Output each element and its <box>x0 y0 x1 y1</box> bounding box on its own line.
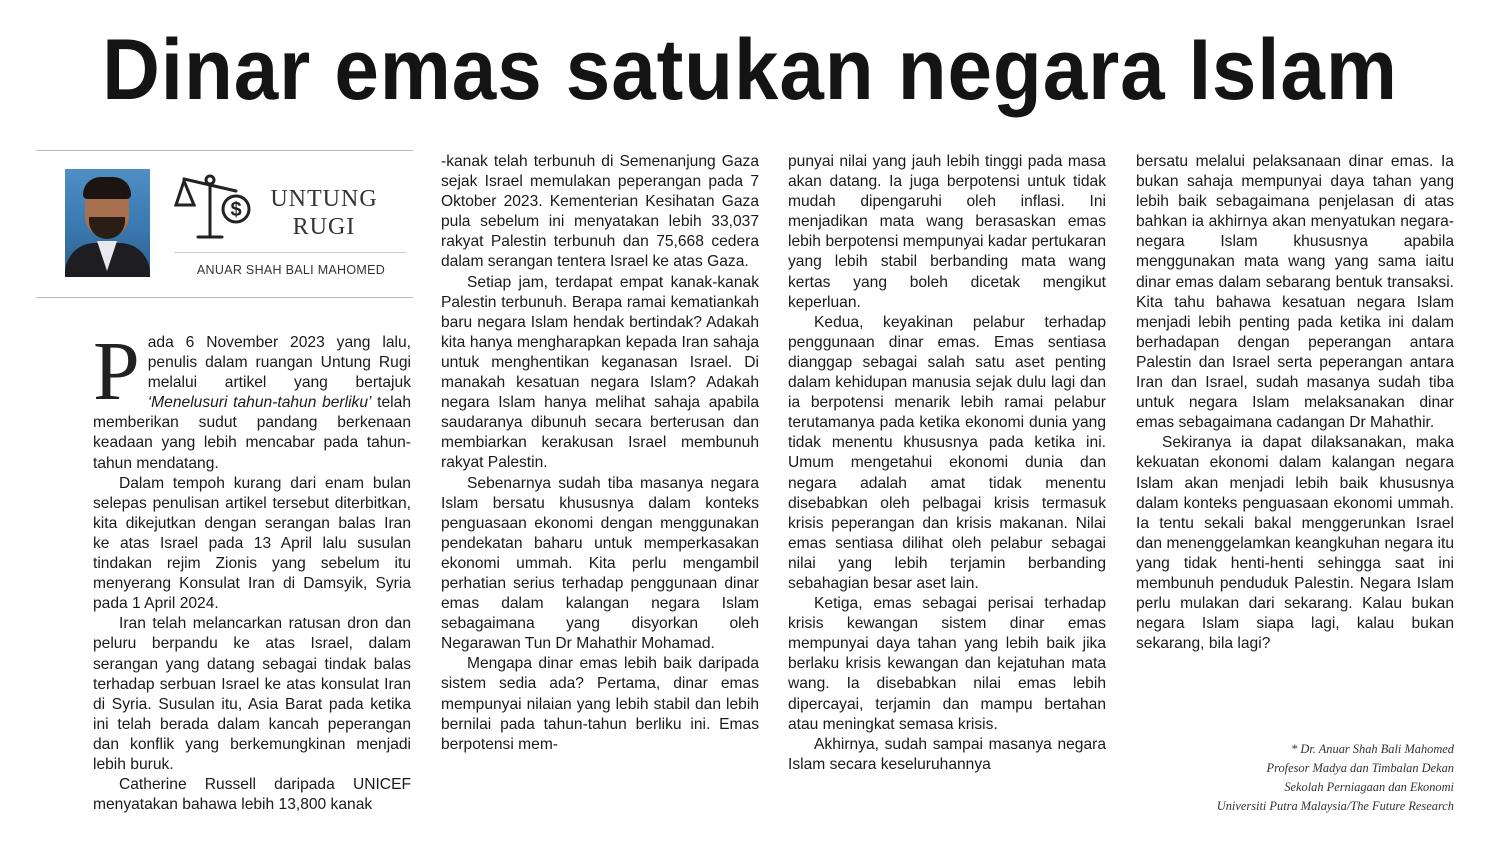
paragraph: Iran telah melancarkan ratusan dron dan peluru berpandu ke atas Israel, dalam serangan yang datang sebagai tindak balas terhadap serbuan Israel ke atas konsulat Iran di Syria. Susulan itu, Asia Barat pada ketika ini telah berada dalam kancah peperangan dan konflik yang berkemungkinan menjadi lebih buruk. <box>93 615 411 773</box>
column-title: UNTUNG RUGI <box>270 186 378 240</box>
paragraph: Akhirnya, sudah sampai masanya negara Islam secara keseluruhannya <box>788 735 1106 773</box>
drop-cap: P <box>93 325 140 418</box>
paragraph: Ketiga, emas sebagai perisai terhadap krisis kewangan sistem dinar emas mempunyai daya tahan yang lebih baik jika berlaku krisis kewangan dan kejatuhan mata wang. Ia disebabkan nilai emas lebih dipercayai, terjamin dan mampu bertahan atau meningkat semasa krisis. <box>788 595 1106 733</box>
headline: Dinar emas satukan negara Islam <box>102 22 1398 118</box>
article-column-3 <box>788 152 1106 775</box>
paragraph: -kanak telah terbunuh di Semenanjung Gaza sejak Israel memulakan peperangan pada 7 Oktober 2023. Kementerian Kesihatan Gaza pula sebelum ini menyatakan lebih 33,037 rakyat Palestin terbunuh dan 75,668 cedera dalam serangan tentera Israel ke atas Gaza. <box>441 153 759 271</box>
paragraph: Mengapa dinar emas lebih baik daripada sistem sedia ada? Pertama, dinar emas mempunyai nilaian yang lebih stabil dan lebih bernilai pada tahun-tahun berliku ini. Emas berpotensi mem- <box>441 655 759 753</box>
author-photo <box>65 169 150 277</box>
paragraph: punyai nilai yang jauh lebih tinggi pada masa akan datang. Ia juga berpotensi untuk tidak mudah dipengaruhi oleh inflasi. Ini menjadikan mata wang berasaskan emas lebih berpotensi mempunyai kadar pertukaran yang lebih stabil berbanding mata wang kertas yang boleh dicetak mengikut keperluan. <box>788 153 1106 311</box>
paragraph: bersatu melalui pelaksanaan dinar emas. Ia bukan sahaja mempunyai daya tahan yang lebih baik sebagaimana penjelasan di atas bahkan ia akhirnya akan menyatukan negara-negara Islam khususnya apabila menggunakan mata wang yang sama iaitu dinar emas dalam sebarang bentuk transaksi. Kita tahu bahawa kesatuan negara Islam menjadi lebih penting pada ketika ini dalam berhadapan dengan peperangan antara Palestin dan Israel serta peperangan antara Iran dan Israel, sudah masanya sudah tiba untuk negara Islam melaksanakan dinar emas sebagaimana cadangan Dr Mahathir. <box>1136 153 1454 432</box>
author-signature: * Dr. Anuar Shah Bali Mahomed Profesor Madya dan Timbalan Dekan Sekolah Perniagaan dan Ekonomi Universiti Putra Malaysia/The Future Research <box>1216 742 1454 813</box>
paragraph: Sekiranya ia dapat dilaksanakan, maka kekuatan ekonomi dalam kalangan negara Islam akan menjadi lebih baik khususnya dalam konteks penguasaan ekonomi ummah. Ia tentu sekali bakal menggerunkan Israel dan menenggelamkan keangkuhan negara itu yang tidak henti-henti sehingga saat ini membunuh penduduk Palestin. Negara Islam perlu mulakan dari sekarang. Kalau bukan negara Islam siapa lagi, kalau bukan sekarang, bila lagi? <box>1136 434 1454 653</box>
column-header <box>36 150 413 298</box>
paragraph: Catherine Russell daripada UNICEF menyatakan bahawa lebih 13,800 kanak <box>93 776 411 814</box>
paragraph: Sebenarnya sudah tiba masanya negara Islam bersatu khususnya dalam konteks penguasaan ekonomi dengan menggunakan pendekatan baharu untuk memperkasakan ekonomi ummah. Kita perlu mengambil perhatian serius terhadap penggunaan dinar emas dalam kalangan negara Islam sebagaimana yang disyorkan oleh Negarawan Tun Dr Mahathir Mohamad. <box>441 474 759 653</box>
paragraph: Pada 6 November 2023 yang lalu, penulis dalam ruangan Untung Rugi melalui artikel yang bertajuk ‘Menelusuri tahun-tahun berliku’ telah memberikan sudut pandang berkenaan keadaan yang lebih mencabar pada tahun-tahun mendatang. <box>93 325 411 472</box>
author-name: ANUAR SHAH BALI MAHOMED <box>196 263 386 277</box>
scale-dollar-icon <box>174 169 254 247</box>
paragraph: Setiap jam, terdapat empat kanak-kanak Palestin terbunuh. Berapa ramai kematiankah baru negara Islam hendak bertindak? Adakah kita hanya mengharapkan kepada Iran sahaja untuk menghentikan keganasan Israel. Di manakah kesatuan negara Islam? Adakah negara Islam hanya melihat sahaja apabila saudaranya dibunuh secara berterusan dan membiarkan kerakusan Israel membunuh rakyat Palestin. <box>441 273 759 472</box>
article-column-2 <box>441 152 759 755</box>
paragraph: Dalam tempoh kurang dari enam bulan selepas penulisan artikel tersebut diterbitkan, kita dikejutkan dengan serangan balas Iran ke atas Israel pada 13 April lalu susulan tindakan rejim Zionis yang sebelum itu menyerang Konsulat Iran di Damsyik, Syria pada 1 April 2024. <box>93 474 411 613</box>
paragraph: Kedua, keyakinan pelabur terhadap penggunaan dinar emas. Emas sentiasa dianggap sebagai salah satu aset penting dalam kehidupan manusia sejak dulu lagi dan ia berpotensi menarik lebih ramai pelabur terutamanya pada ketika ekonomi dunia yang tidak menentu khususnya pada ketika ini. Umum mengetahui ekonomi dunia dan negara adalah amat tidak menentu disebabkan oleh pelbagai krisis termasuk krisis peperangan dan krisis makanan. Nilai emas sentiasa dilihat oleh pelabur sebagai nilai yang lebih terjamin berbanding sebahagian besar aset lain. <box>788 313 1106 592</box>
svg-text:$: $ <box>230 199 242 221</box>
article-column-4 <box>1136 152 1454 654</box>
article-column-1 <box>93 325 411 815</box>
